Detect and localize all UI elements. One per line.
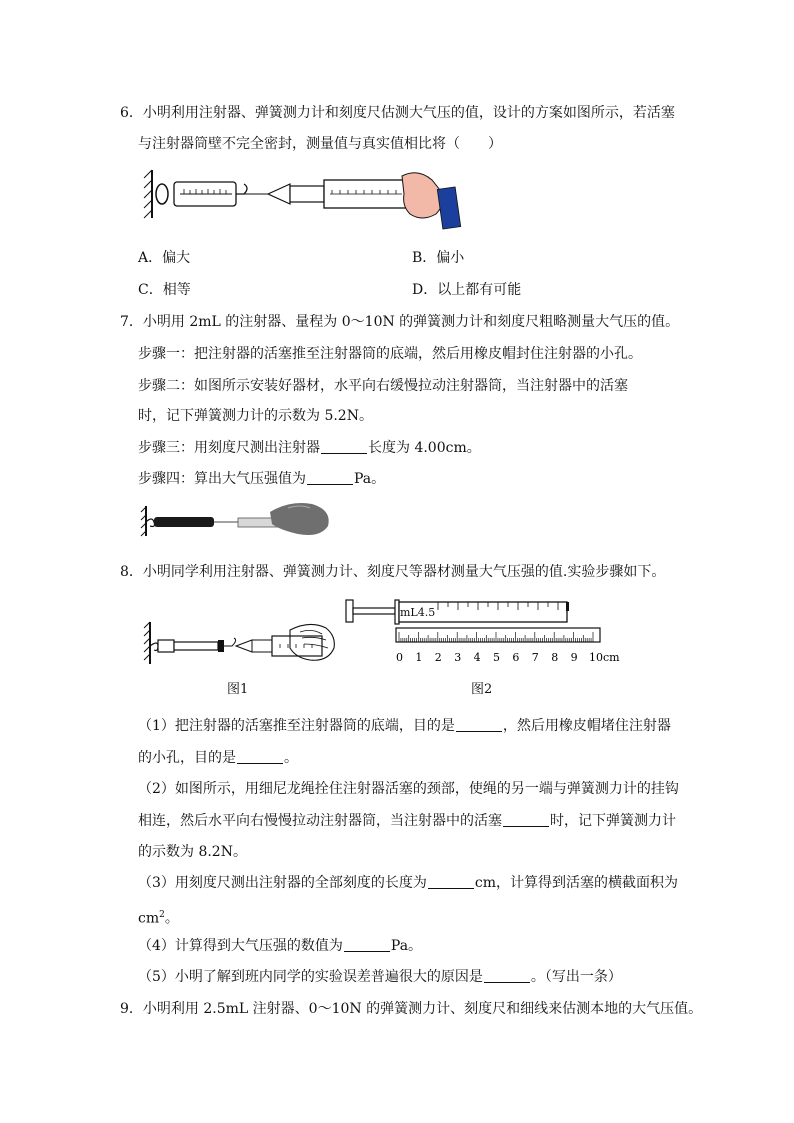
ruler-tick-label: 5 xyxy=(493,651,500,664)
q7-hook xyxy=(146,519,155,527)
q8-p1-text-c: 的小孔，目的是 xyxy=(138,750,236,766)
fig2-plunger-rod xyxy=(353,608,395,614)
ruler-tick-label: 1 xyxy=(415,651,423,664)
q6-number: 6． xyxy=(120,105,143,121)
q8-blank-5[interactable] xyxy=(344,937,390,952)
q9-stem: 小明利用 2.5mL 注射器、0～10N 的弹簧测力计、刻度尺和细线来估测本地的大气压值。 xyxy=(142,1001,703,1017)
fig1-scale-hook xyxy=(224,638,236,646)
q7-step-2b: 时，记下弹簧测力计的示数为 5.2N。 xyxy=(138,408,373,424)
ruler-tick-label: 7 xyxy=(531,651,539,664)
q8-p4-text-b: Pa。 xyxy=(390,938,423,954)
ruler-unit-label: 10cm xyxy=(589,651,620,664)
q8-figure-2 xyxy=(340,596,620,670)
q8-part-1-line-2 xyxy=(138,749,298,767)
q8-part-2-line-1: （2）如图所示，用细尼龙绳拴住注射器活塞的颈部，使绳的另一端与弹簧测力计的挂钩 xyxy=(138,781,679,797)
q8-p3-sup: 2 xyxy=(159,910,165,920)
q8-line-1 xyxy=(120,563,665,581)
q7-step-4-text-b: Pa。 xyxy=(354,471,386,487)
ruler-tick-label: 2 xyxy=(434,651,442,664)
ruler-tick-label: 0 xyxy=(396,651,403,664)
q7-photo-figure xyxy=(140,498,335,542)
q8-p3-text-c: cm xyxy=(138,910,160,927)
fig1-plunger-rod xyxy=(252,640,272,652)
q8-number: 8． xyxy=(120,564,143,580)
q8-part-5 xyxy=(138,968,622,986)
q7-number: 7． xyxy=(120,314,143,330)
q8-p5-text-a: （5）小明了解到班内同学的实验误差普遍很大的原因是 xyxy=(138,969,483,985)
q7-hand xyxy=(270,503,329,535)
q6-line-2 xyxy=(138,135,502,153)
q6-option-d: D．以上都有可能 xyxy=(412,282,522,298)
fig2-plunger-handle xyxy=(346,600,353,622)
q6-option-a: A．偏大 xyxy=(138,250,191,266)
q7-step-3-text-a: 步骤三：用刻度尺测出注射器 xyxy=(138,440,320,456)
q6-option-c: C．相等 xyxy=(138,282,191,298)
q7-line-1 xyxy=(120,313,679,331)
fig1-scale-end xyxy=(218,640,224,652)
q8-p2-text-b: 相连，然后水平向右慢慢拉动注射器筒，当注射器中的活塞 xyxy=(138,813,502,829)
q8-stem: 小明同学利用注射器、弹簧测力计、刻度尺等器材测量大气压强的值.实验步骤如下。 xyxy=(142,564,666,580)
q9-line-1 xyxy=(120,1000,702,1018)
wall-hatch xyxy=(144,170,152,218)
q8-p3-text-b: cm，计算得到活塞的横截面积为 xyxy=(474,875,679,891)
q6-stem-1: 小明利用注射器、弹簧测力计和刻度尺估测大气压的值，设计的方案如图所示，若活塞 xyxy=(142,105,675,121)
q8-blank-6[interactable] xyxy=(484,968,530,983)
ruler-tick-label: 9 xyxy=(570,651,578,664)
q7-step-3-text-b: 长度为 4.00cm。 xyxy=(368,440,481,456)
q8-blank-4[interactable] xyxy=(428,874,474,889)
q8-p1-text-d: 。 xyxy=(284,750,298,766)
q7-blank-length[interactable] xyxy=(321,439,367,454)
q7-step-3 xyxy=(138,439,481,457)
fig2-caption: 图2 xyxy=(471,682,493,697)
sleeve xyxy=(437,187,460,229)
fig2-ruler-labels xyxy=(396,651,620,664)
q7-step-4 xyxy=(138,470,385,488)
q7-blank-pressure[interactable] xyxy=(307,470,353,485)
q8-part-3-line-1 xyxy=(138,874,678,892)
q8-p1-text-b: ，然后用橡皮帽堵住注射器 xyxy=(502,718,671,734)
hand xyxy=(402,173,442,218)
fig1-scale-body xyxy=(174,642,218,650)
q8-p2-text-c: 时，记下弹簧测力计 xyxy=(550,813,676,829)
q7-stem: 小明用 2mL 的注射器、量程为 0～10N 的弹簧测力计和刻度尺粗略测量大气压的值。 xyxy=(142,314,680,330)
q7-step-2a: 步骤二：如图所示安装好器材，水平向右缓慢拉动注射器筒，当注射器中的活塞 xyxy=(138,378,628,394)
fig1-hook xyxy=(150,643,158,651)
q7-step-4-text-a: 步骤四：算出大气压强值为 xyxy=(138,471,306,487)
q8-p3-text-a: （3）用刻度尺测出注射器的全部刻度的长度为 xyxy=(138,875,427,891)
fig2-nozzle xyxy=(566,602,569,611)
q7-step-1: 步骤一：把注射器的活塞推至注射器筒的底端，然后用橡皮帽封住注射器的小孔。 xyxy=(138,346,642,362)
q6-stem-2: 与注射器筒壁不完全密封，测量值与真实值相比将（ ） xyxy=(138,136,502,152)
q8-part-2-line-3: 的示数为 8.2N。 xyxy=(138,844,247,860)
q8-part-1-line-1 xyxy=(138,717,671,735)
q8-p5-text-b: 。（写出一条） xyxy=(530,969,622,985)
fig1-caption: 图1 xyxy=(227,682,249,697)
q9-number: 9． xyxy=(120,1001,143,1017)
hook-ring xyxy=(156,184,168,204)
q8-blank-2[interactable] xyxy=(237,749,283,764)
q8-p3-text-d: 。 xyxy=(164,910,179,927)
plunger-cone xyxy=(268,184,290,204)
q8-figure-1 xyxy=(140,618,340,668)
scale-hook xyxy=(236,184,247,194)
q8-p4-text-a: （4）计算得到大气压强的数值为 xyxy=(138,938,343,954)
q6-option-b: B．偏小 xyxy=(412,250,465,266)
q8-part-4 xyxy=(138,937,422,955)
q8-p1-text-a: （1）把注射器的活塞推至注射器筒的底端，目的是 xyxy=(138,718,455,734)
fig1-syringe-barrel xyxy=(272,636,322,656)
fig1-plunger-cone xyxy=(236,640,252,652)
q6-line-1 xyxy=(120,104,675,122)
ruler-tick-label: 8 xyxy=(551,651,559,664)
fig1-scale-cap xyxy=(158,640,174,652)
q8-part-3-line-2 xyxy=(138,906,179,928)
q8-part-2-line-2 xyxy=(138,812,676,830)
fig2-syringe-label: mL4.5 xyxy=(400,606,436,619)
q8-blank-3[interactable] xyxy=(503,812,549,827)
ruler-tick-label: 6 xyxy=(512,651,520,664)
q6-apparatus-figure xyxy=(140,160,460,230)
plunger-rod xyxy=(290,186,324,202)
q8-blank-1[interactable] xyxy=(456,717,502,732)
ruler-tick-label: 3 xyxy=(454,651,462,664)
ruler-tick-label: 4 xyxy=(473,651,481,664)
q7-spring-scale xyxy=(154,517,214,527)
